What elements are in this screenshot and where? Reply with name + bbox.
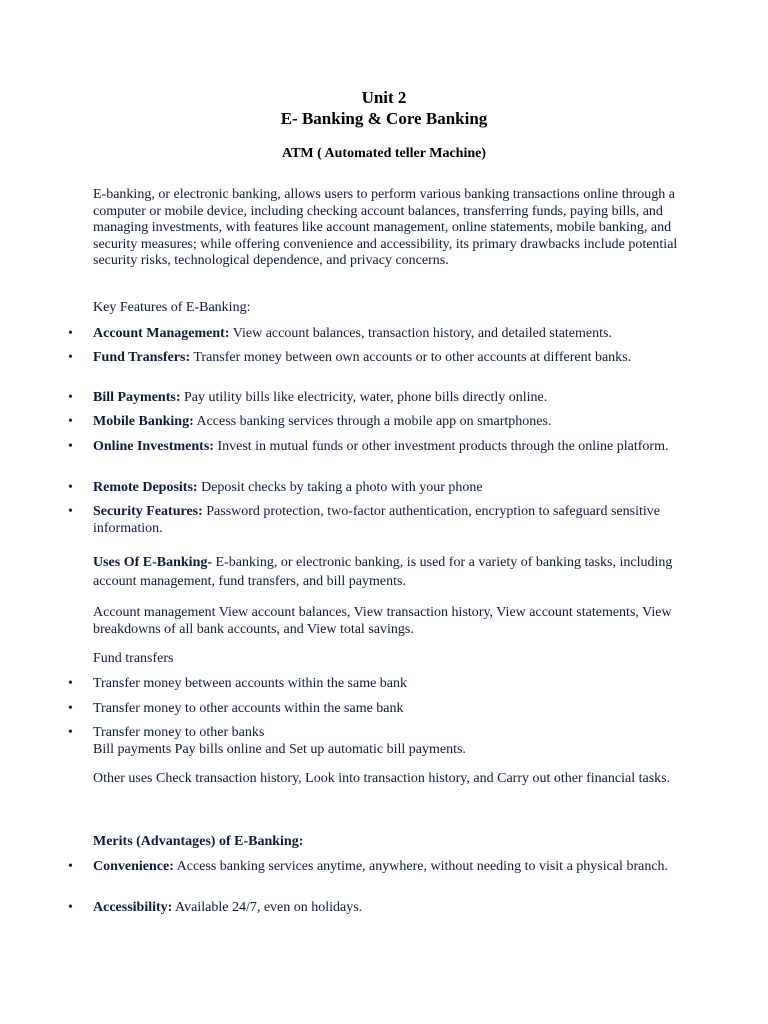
bullet-icon: • — [68, 701, 73, 716]
merit-term: Accessibility: — [93, 900, 173, 915]
feature-text: Password protection, two-factor authentication, encryption to safeguard sensitive information. — [93, 504, 660, 536]
account-management-paragraph: Account management View account balances, View transaction history, View account statements, View breakdowns of all bank accounts, and View total savings. — [93, 605, 672, 637]
intro-paragraph: E-banking, or electronic banking, allows users to perform various banking transactions online through a computer or mobile device, including checking account balances, transferring funds, paying bills, and managing investments, with features like account management, online statements, mobile banking, and security measures; while offering convenience and accessibility, its primary drawbacks include potential security risks, technological dependence, and privacy concerns. — [93, 187, 678, 268]
feature-text: Transfer money between own accounts or to other accounts at different banks. — [190, 350, 632, 365]
list-item — [93, 504, 683, 537]
list-item — [93, 859, 683, 876]
feature-text: Deposit checks by taking a photo with your phone — [197, 480, 483, 495]
other-uses-paragraph: Other uses Check transaction history, Look into transaction history, and Carry out other financial tasks. — [93, 771, 671, 786]
list-item — [93, 900, 683, 917]
bullet-icon: • — [68, 439, 73, 454]
bullet-icon: • — [68, 725, 73, 740]
title-block — [0, 87, 768, 129]
atm-heading: ATM ( Automated teller Machine) — [282, 146, 486, 161]
list-item — [93, 414, 683, 431]
bullet-icon: • — [68, 859, 73, 874]
bullet-icon: • — [68, 676, 73, 691]
feature-text: Invest in mutual funds or other investment products through the online platform. — [213, 439, 669, 454]
list-item — [93, 350, 683, 367]
bullet-icon: • — [68, 504, 73, 519]
list-item: Transfer money to other banks — [93, 725, 265, 740]
unit-title: Unit 2 — [361, 88, 407, 107]
uses-text: E-banking, or electronic banking, is used for a variety of banking tasks, including account management, fund transfers, and bill payments. — [93, 555, 673, 589]
merit-text: Access banking services anytime, anywhere, without needing to visit a physical branch. — [173, 859, 669, 874]
bullet-icon: • — [68, 480, 73, 495]
feature-term: Online Investments: — [93, 439, 214, 454]
feature-term: Security Features: — [93, 504, 203, 519]
list-item — [93, 439, 683, 456]
bullet-icon: • — [68, 390, 73, 405]
subject-title: E- Banking & Core Banking — [280, 109, 488, 128]
list-item: Transfer money between accounts within the same bank — [93, 676, 408, 691]
feature-term: Fund Transfers: — [93, 350, 191, 365]
feature-text: Pay utility bills like electricity, water, phone bills directly online. — [180, 390, 548, 405]
feature-term: Mobile Banking: — [93, 414, 194, 429]
list-item — [93, 326, 683, 343]
uses-term: Uses Of E-Banking- — [93, 555, 213, 570]
bullet-icon: • — [68, 900, 73, 915]
bullet-icon: • — [68, 414, 73, 429]
bullet-icon: • — [68, 326, 73, 341]
uses-paragraph — [93, 553, 683, 591]
list-item — [93, 480, 683, 497]
merits-heading-text: Merits (Advantages) of E-Banking: — [93, 834, 304, 849]
list-item: Transfer money to other accounts within the same bank — [93, 701, 404, 716]
feature-text: Access banking services through a mobile app on smartphones. — [193, 414, 552, 429]
list-item — [93, 390, 683, 407]
bill-payments-line: Bill payments Pay bills online and Set up automatic bill payments. — [93, 742, 466, 757]
bullet-icon: • — [68, 350, 73, 365]
feature-term: Bill Payments: — [93, 390, 181, 405]
fund-transfers-heading: Fund transfers — [93, 651, 174, 666]
feature-term: Remote Deposits: — [93, 480, 198, 495]
merits-heading — [93, 834, 683, 851]
feature-text: View account balances, transaction history, and detailed statements. — [229, 326, 612, 341]
merit-text: Available 24/7, even on holidays. — [172, 900, 363, 915]
features-heading: Key Features of E-Banking: — [93, 300, 251, 315]
feature-term: Account Management: — [93, 326, 230, 341]
merit-term: Convenience: — [93, 859, 174, 874]
